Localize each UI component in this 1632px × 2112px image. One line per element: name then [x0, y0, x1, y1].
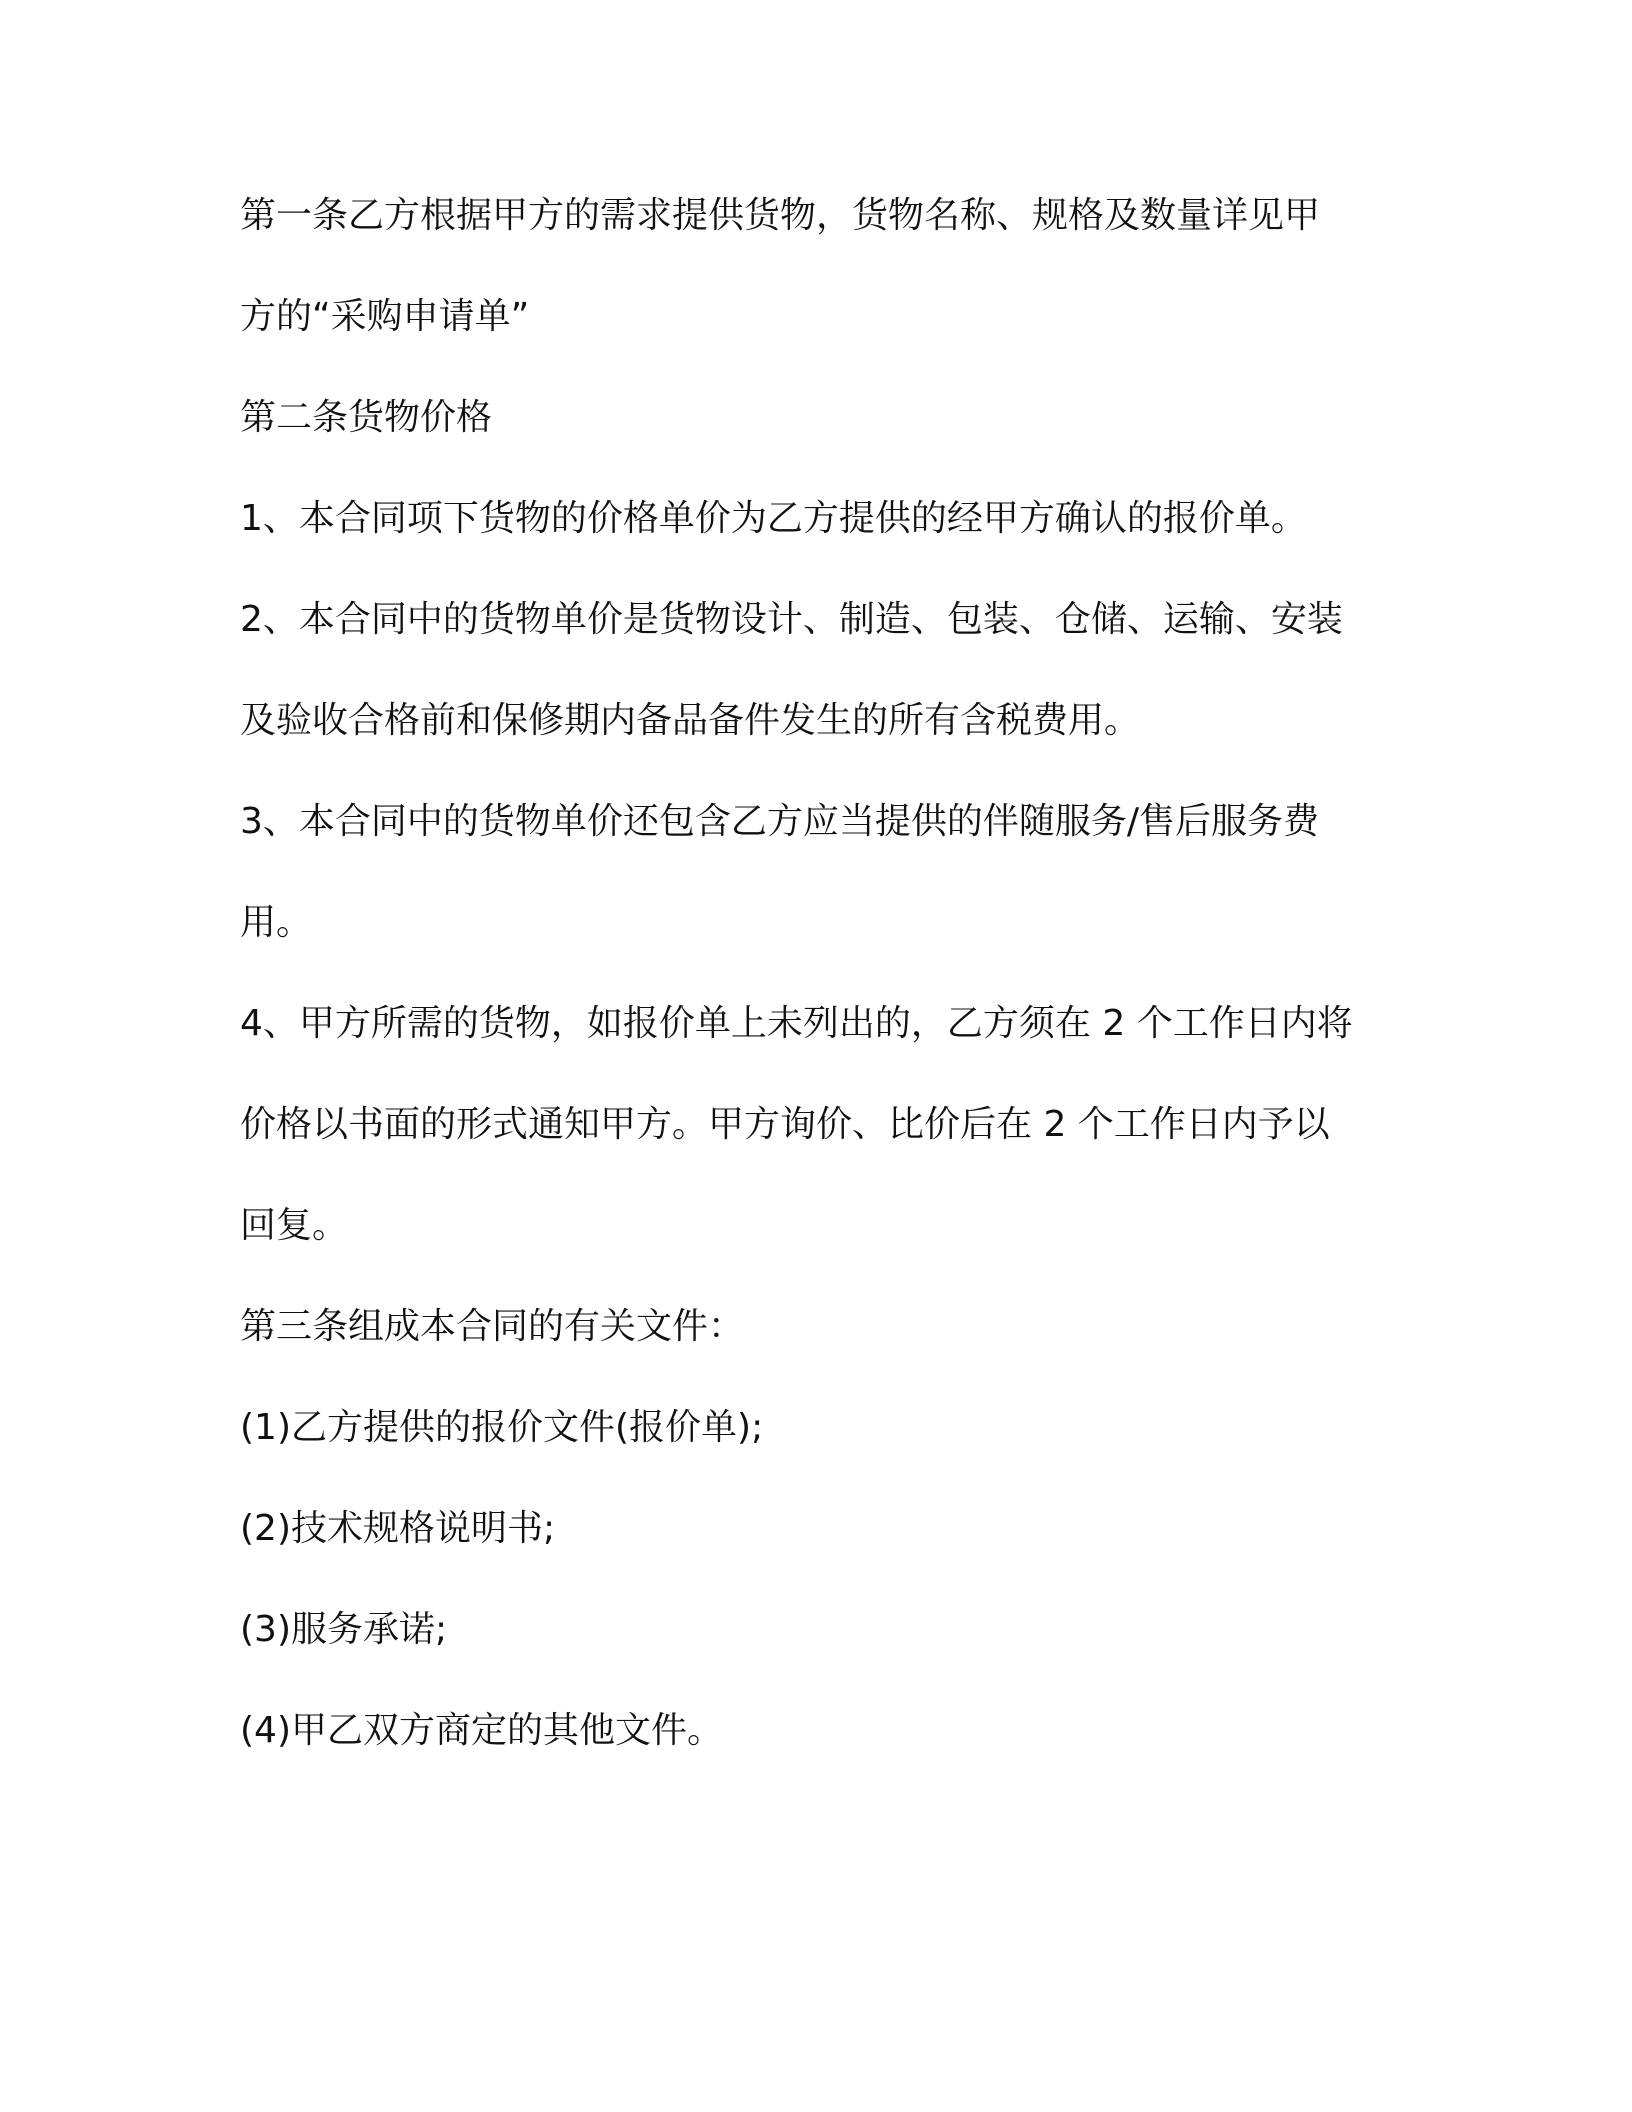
clause-2-2-line-1: 2、本合同中的货物单价是货物设计、制造、包装、仓储、运输、安装 — [240, 599, 1343, 640]
document-item-2: (2)技术规格说明书; — [240, 1508, 556, 1549]
article-2-heading: 第二条货物价格 — [240, 397, 493, 438]
document-body — [240, 184, 1400, 1800]
clause-2-2-line-2: 及验收合格前和保修期内备品备件发生的所有含税费用。 — [240, 700, 1141, 741]
clause-2-1: 1、本合同项下货物的价格单价为乙方提供的经甲方确认的报价单。 — [240, 498, 1307, 539]
clause-2-4-line-1: 4、甲方所需的货物，如报价单上未列出的，乙方须在 2 个工作日内将 — [240, 1003, 1353, 1044]
clause-2-4-line-3: 回复。 — [240, 1205, 349, 1246]
clause-2-3-line-2: 用。 — [240, 902, 313, 943]
article-1-line-1: 第一条乙方根据甲方的需求提供货物，货物名称、规格及数量详见甲 — [240, 195, 1321, 236]
clause-2-4-line-2: 价格以书面的形式通知甲方。甲方询价、比价后在 2 个工作日内予以 — [240, 1104, 1330, 1145]
document-item-4: (4)甲乙双方商定的其他文件。 — [240, 1710, 723, 1751]
article-1-line-2: 方的“采购申请单” — [240, 296, 530, 337]
article-3-heading: 第三条组成本合同的有关文件： — [240, 1306, 745, 1347]
clause-2-3-line-1: 3、本合同中的货物单价还包含乙方应当提供的伴随服务/售后服务费 — [240, 801, 1320, 842]
document-item-1: (1)乙方提供的报价文件(报价单); — [240, 1407, 764, 1448]
document-item-3: (3)服务承诺; — [240, 1609, 448, 1650]
